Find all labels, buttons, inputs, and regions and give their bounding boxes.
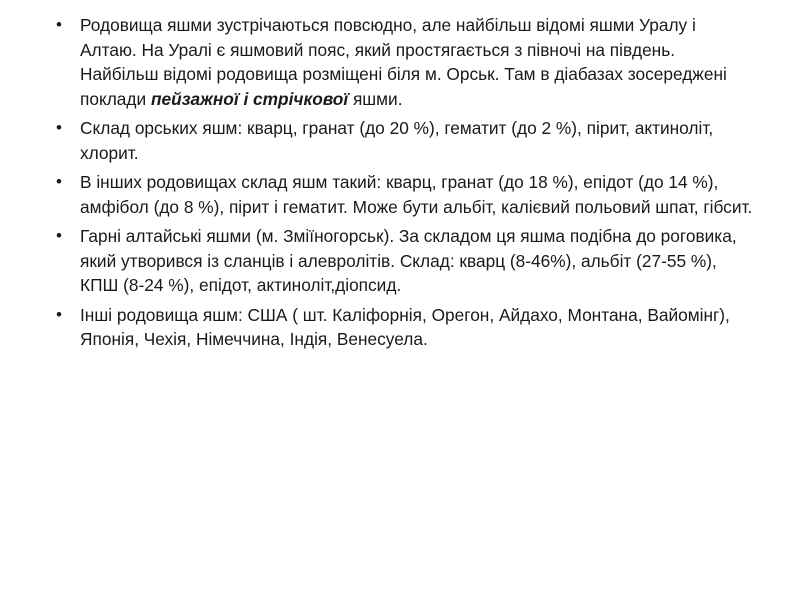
bullet-icon: • — [56, 15, 62, 34]
bullet-icon: • — [56, 304, 62, 324]
emphasized-text: пейзажної і стрічкової — [150, 88, 349, 109]
bullet-icon: • — [56, 172, 62, 191]
list-item-text-end: яшми. — [348, 88, 403, 109]
list-item-other-composition — [56, 170, 756, 219]
list-item-orsk-composition — [56, 116, 756, 165]
list-item-text: В інших родовищах склад яшм такий: кварц, гранат (до 18 %), епідот (до 14 %), амфібол (до 8 %), пірит і гематит. Може бути альбіт, калієвий польовий шпат, гібсит. — [80, 172, 753, 217]
bullet-icon: • — [56, 226, 62, 245]
list-item-other-deposits — [56, 303, 756, 352]
bullet-list — [56, 13, 756, 357]
list-item-text: Склад орських яшм: кварц, гранат (до 20 %), гематит (до 2 %), пірит, актиноліт, хлорит. — [80, 118, 714, 163]
list-item-text: Родовища яшми зустрічаються повсюдно, але найбільш відомі яшми Уралу і Алтаю. На Уралі є яшмовий пояс, який простягається з півночі на південь. Найбільш відомі родовища розміщені біля м. Орськ. Там в діабазах зосереджені поклади — [80, 15, 727, 109]
list-item-altai — [56, 224, 756, 298]
list-item-text: Інші родовища яшм: США ( шт. Каліфорнія, Орегон, Айдахо, Монтана, Вайомінг), Японія, Чехія, Німеччина, Індія, Венесуела. — [80, 304, 730, 349]
list-item-text: Гарні алтайські яшми (м. Зміїногорськ). За складом ця яшма подібна до роговика, який утворився із сланців і алевролітів. Склад: кварц (8-46%), альбіт (27-55 %), КПШ (8-24 %), епідот, актиноліт,діопсид. — [80, 226, 737, 295]
list-item-deposits — [56, 13, 756, 111]
bullet-icon: • — [56, 118, 62, 137]
